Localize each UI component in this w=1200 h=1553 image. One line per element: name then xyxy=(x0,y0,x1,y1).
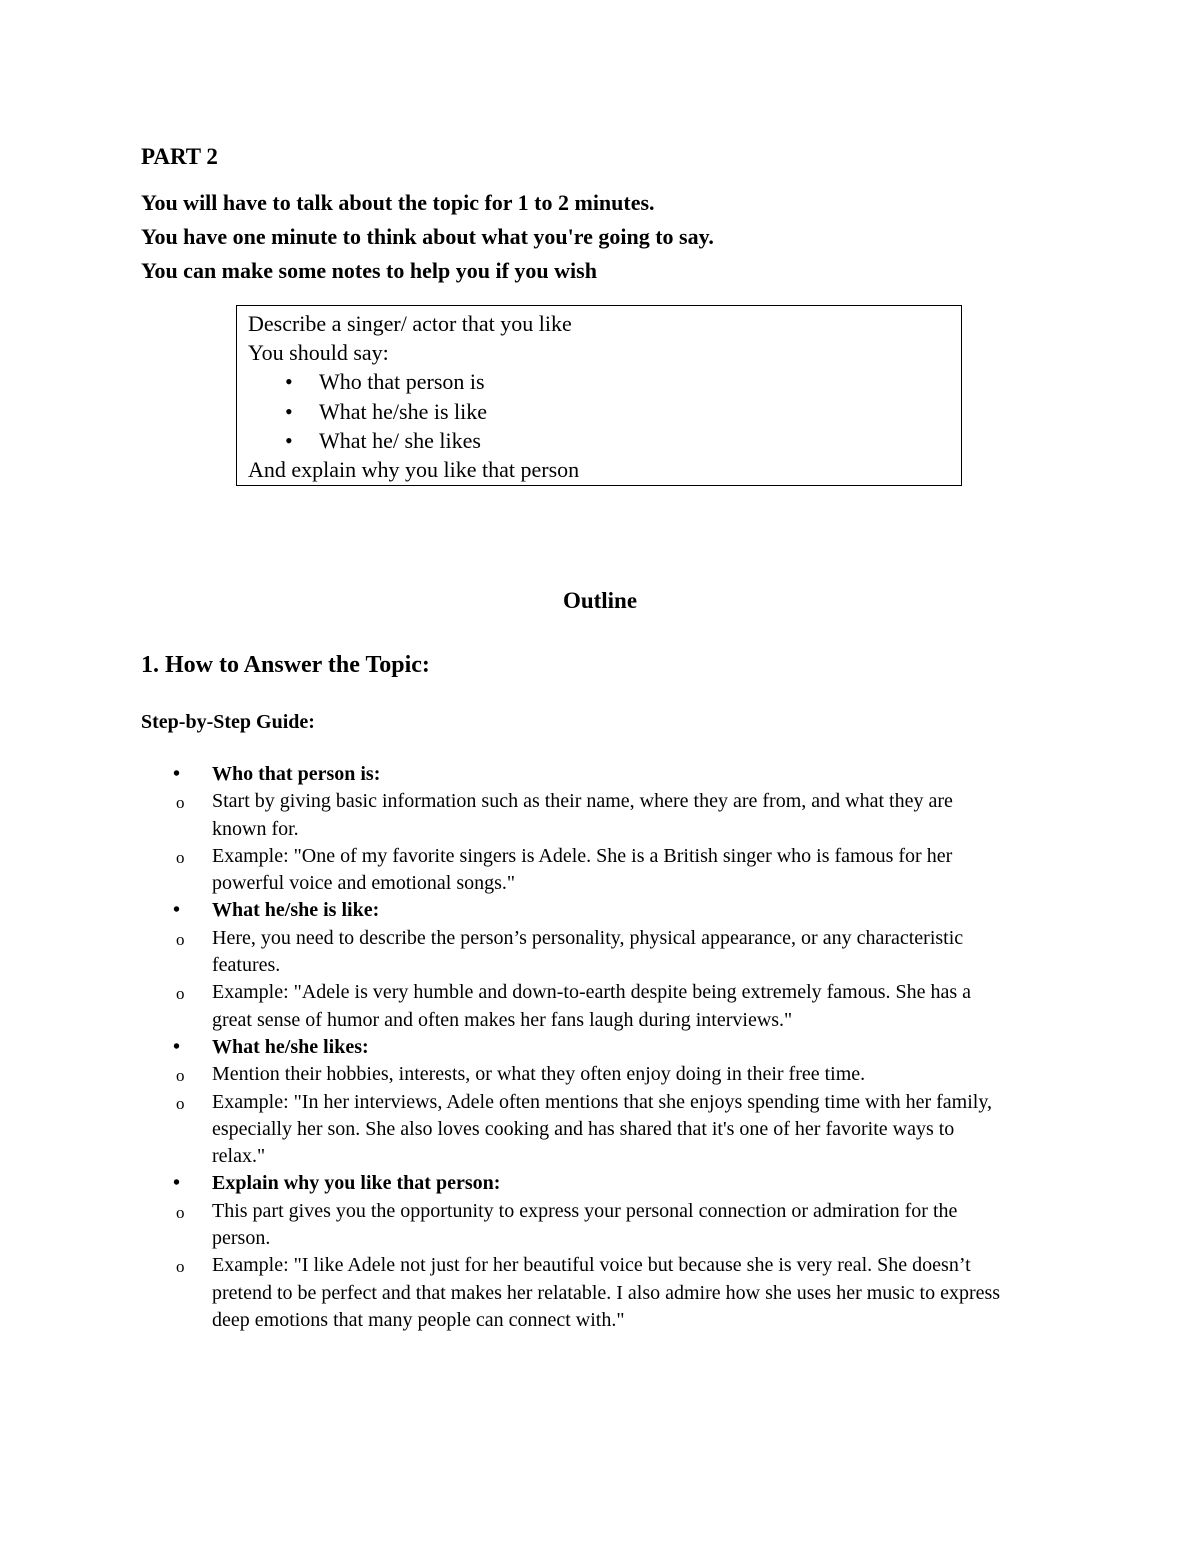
guide-subitem-text: Example: "One of my favorite singers is Adele. She is a British singer who is famous for her powerful voice and emotional songs." xyxy=(212,844,953,895)
guide-item-label: Who that person is: xyxy=(212,763,381,785)
intro-line: You have one minute to think about what you're going to say. xyxy=(141,224,714,249)
cue-card-closing: And explain why you like that person xyxy=(248,456,580,482)
guide-item xyxy=(141,897,1071,924)
guide-subitem xyxy=(70,925,1071,980)
circle-bullet-icon: o xyxy=(176,929,185,949)
guide-item xyxy=(141,1034,1071,1061)
subheading: Step-by-Step Guide: xyxy=(141,711,315,733)
bullet-icon: • xyxy=(173,1035,181,1058)
guide-subitem xyxy=(70,788,1071,843)
cue-card-prompt: You should say: xyxy=(248,340,389,366)
guide-subitem-text: Here, you need to describe the person’s personality, physical appearance, or any characteristic features. xyxy=(212,926,964,977)
intro-line: You will have to talk about the topic for 1 to 2 minutes. xyxy=(141,190,655,215)
circle-bullet-icon: o xyxy=(176,1257,185,1277)
section-heading: 1. How to Answer the Topic: xyxy=(141,652,430,678)
bullet-icon: • xyxy=(285,427,293,453)
cue-card-point-text: Who that person is xyxy=(319,369,485,395)
circle-bullet-icon: o xyxy=(176,1202,185,1222)
bullet-icon: • xyxy=(173,1172,181,1195)
guide-item xyxy=(141,1170,1071,1197)
guide-subitem-text: This part gives you the opportunity to express your personal connection or admiration for the person. xyxy=(212,1199,958,1250)
cue-card-point-text: What he/she is like xyxy=(319,398,488,424)
guide-item-label: Explain why you like that person: xyxy=(212,1172,501,1195)
guide-subitem-text: Example: "I like Adele not just for her beautiful voice but because she is very real. She doesn’t pretend to be perfect and that makes her relatable. I also admire how she uses her music to express deep emotions that many people can connect with." xyxy=(212,1254,1001,1331)
cue-card-box xyxy=(236,305,962,486)
bullet-icon: • xyxy=(285,369,293,395)
part-title: PART 2 xyxy=(141,144,218,169)
intro-instructions xyxy=(141,186,714,288)
guide-subitem xyxy=(70,843,1071,898)
cue-card-point xyxy=(248,426,961,455)
guide-subitem xyxy=(70,1252,1071,1334)
guide-subitem-text: Example: "Adele is very humble and down-to-earth despite being extremely famous. She has a great sense of humor and often makes her fans laugh during interviews." xyxy=(212,981,972,1031)
cue-card-point xyxy=(248,397,961,426)
circle-bullet-icon: o xyxy=(176,1066,185,1086)
guide-list xyxy=(141,761,1071,1334)
outline-title: Outline xyxy=(562,588,638,613)
guide-subitem xyxy=(70,979,1071,1034)
circle-bullet-icon: o xyxy=(176,984,185,1004)
cue-card-topic: Describe a singer/ actor that you like xyxy=(248,311,572,336)
circle-bullet-icon: o xyxy=(176,847,185,867)
guide-subitem-text: Mention their hobbies, interests, or what they often enjoy doing in their free time. xyxy=(212,1063,866,1086)
bullet-icon: • xyxy=(173,763,181,785)
guide-subitem xyxy=(70,1061,1071,1088)
guide-item xyxy=(141,761,1071,788)
guide-item-label: What he/she is like: xyxy=(212,899,380,922)
bullet-icon: • xyxy=(173,899,181,922)
cue-card-point xyxy=(248,367,961,396)
guide-subitem-text: Example: "In her interviews, Adele often mentions that she enjoys spending time with her family, especially her son. She also loves cooking and has shared that it's one of her favorite ways to relax." xyxy=(212,1090,993,1168)
guide-item-label: What he/she likes: xyxy=(212,1035,369,1058)
circle-bullet-icon: o xyxy=(176,1093,185,1113)
intro-line: You can make some notes to help you if you wish xyxy=(141,258,597,283)
bullet-icon: • xyxy=(285,398,293,424)
guide-subitem-text: Start by giving basic information such as their name, where they are from, and what they are known for. xyxy=(212,790,953,840)
cue-card-point-text: What he/ she likes xyxy=(319,427,481,453)
guide-subitem xyxy=(70,1198,1071,1253)
guide-subitem xyxy=(70,1089,1071,1171)
circle-bullet-icon: o xyxy=(176,793,185,813)
